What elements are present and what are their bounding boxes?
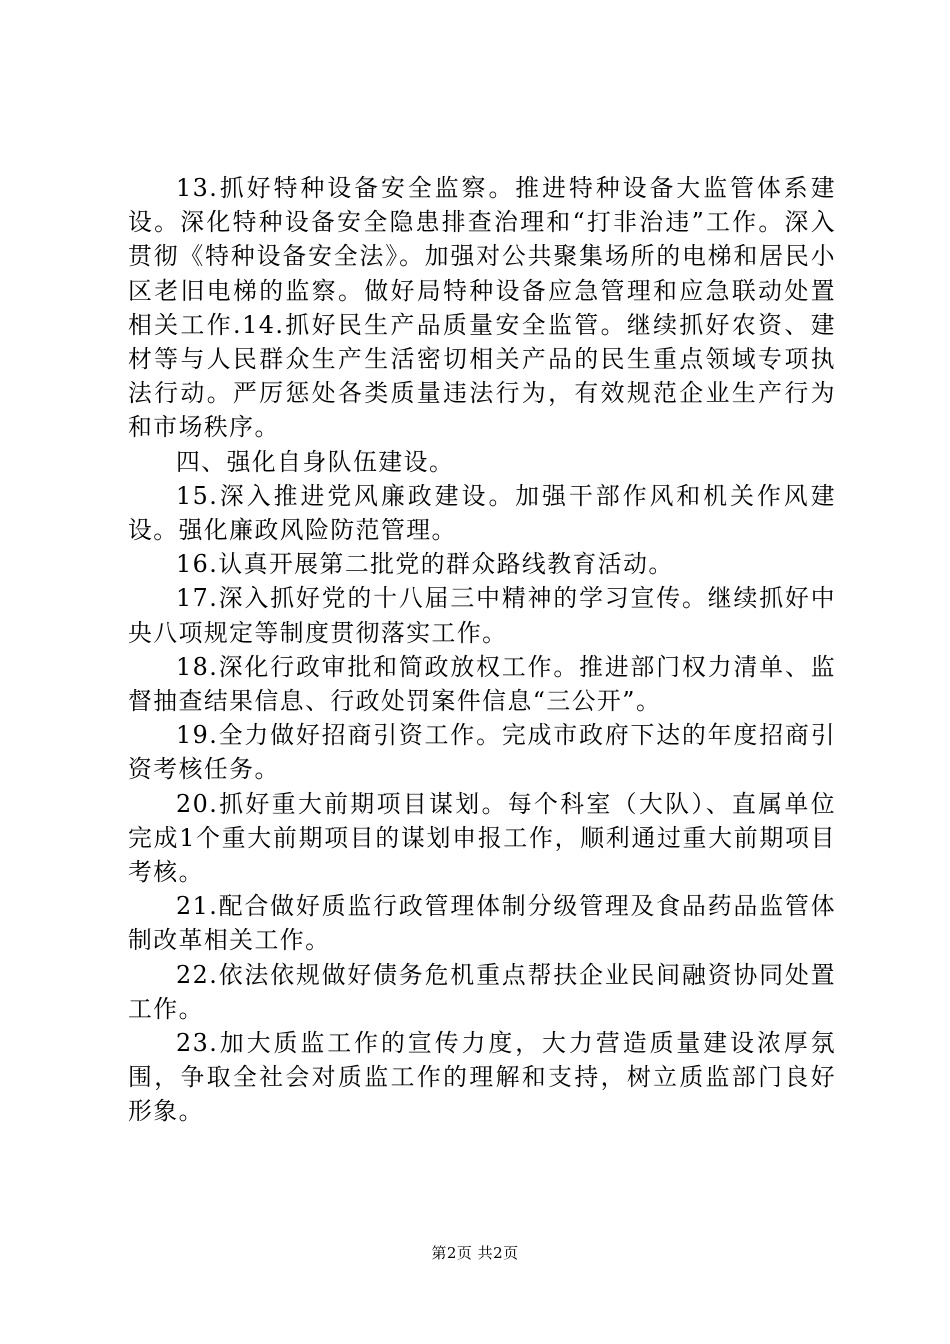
- paragraph-item-16: 16.认真开展第二批党的群众路线教育活动。: [176, 550, 674, 579]
- document-body: [128, 171, 836, 1129]
- paragraph-item-15: 15.深入推进党风廉政建设。加强干部作风和机关作风建设。强化廉政风险防范管理。: [128, 481, 836, 545]
- paragraph-item-17: 17.深入抓好党的十八届三中精神的学习宣传。继续抓好中央八项规定等制度贯彻落实工作。: [128, 584, 836, 647]
- paragraph-item-20: 20.抓好重大前期项目谋划。每个科室（大队）、直属单位完成1个重大前期项目的谋划申报工作，顺利通过重大前期项目考核。: [128, 789, 836, 887]
- paragraph-item-13-14: 13.抓好特种设备安全监察。推进特种设备大监管体系建设。深化特种设备安全隐患排查治理和“打非治违”工作。深入贯彻《特种设备安全法》。加强对公共聚集场所的电梯和居民小区老旧电梯的监察。做好局特种设备应急管理和应急联动处置相关工作.14.抓好民生产品质量安全监管。继续抓好农资、建材等与人民群众生产生活密切相关产品的民生重点领域专项执法行动。严厉惩处各类质量违法行为，有效规范企业生产行为和市场秩序。: [128, 174, 836, 442]
- paragraph-item-22: 22.依法依规做好债务危机重点帮扶企业民间融资协同处置工作。: [128, 960, 836, 1023]
- page-number-footer: 第2页 共2页: [431, 1244, 519, 1262]
- paragraph-item-21: 21.配合做好质监行政管理体制分级管理及食品药品监管体制改革相关工作。: [128, 892, 836, 955]
- paragraph-item-18: 18.深化行政审批和简政放权工作。推进部门权力清单、监督抽查结果信息、行政处罚案件信息“三公开”。: [128, 652, 836, 716]
- paragraph-item-23: 23.加大质监工作的宣传力度，大力营造质量建设浓厚氛围，争取全社会对质监工作的理解和支持，树立质监部门良好形象。: [128, 1029, 836, 1126]
- section-heading-4: 四、强化自身队伍建设。: [176, 447, 455, 476]
- paragraph-item-19: 19.全力做好招商引资工作。完成市政府下达的年度招商引资考核任务。: [128, 721, 836, 784]
